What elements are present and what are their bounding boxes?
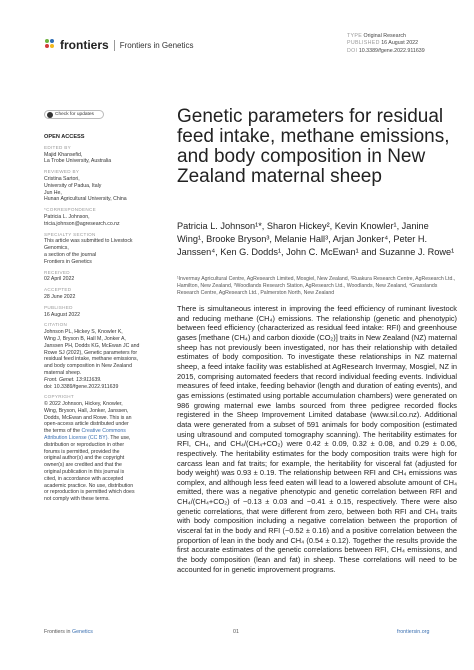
copyright-line: Dodds, McEwan and Rowe. This is an bbox=[44, 414, 132, 421]
copyright-line: owner(s) are credited and that the bbox=[44, 462, 122, 469]
citation-line: Front. Genet. 13:911639. bbox=[44, 376, 102, 383]
check-for-updates-label: Check for updates bbox=[55, 112, 94, 117]
citation-line: Wing J, Bryson B, Hall M, Jonker A, bbox=[44, 335, 126, 342]
license-link[interactable]: Creative Commons Attribution License (CC BY). bbox=[44, 428, 126, 442]
citation-line: Janssen PH, Dodds KG, McEwan JC and bbox=[44, 342, 140, 349]
reviewer-1: Cristina Sartori, bbox=[44, 175, 80, 182]
copyright-label: COPYRIGHT bbox=[44, 394, 75, 400]
citation-line: and body composition in New Zealand bbox=[44, 363, 132, 370]
copyright-line: cited, in accordance with accepted bbox=[44, 475, 124, 482]
citation-line: residual feed intake, methane emissions, bbox=[44, 356, 139, 363]
affiliations: ¹Invermay Agricultural Centre, AgResearch Limited, Mosgiel, New Zealand, ²Ruakura Research Centre, AgResearch Ltd., Hamilton, New Zealand, ³Woodlands Research Station, AgResearch Ltd., Woodlands, New Zealand, ⁴Grasslands Research Centre, AgResearch Ltd., Palmerston North, New Zealand bbox=[177, 276, 456, 296]
accepted-label: ACCEPTED bbox=[44, 287, 72, 293]
specialty-line: Frontiers in Genetics bbox=[44, 258, 92, 265]
article-meta bbox=[347, 33, 425, 55]
divider bbox=[114, 40, 115, 51]
footer-journal bbox=[44, 629, 93, 635]
published-date: 16 August 2022 bbox=[44, 311, 81, 318]
correspondent-name: Patricia L. Johnson, bbox=[44, 213, 90, 220]
citation-line: Johnson PL, Hickey S, Knowler K, bbox=[44, 329, 123, 336]
journal-logo[interactable] bbox=[45, 38, 194, 52]
copyright-line: original publication in this journal is bbox=[44, 469, 125, 476]
article-title: Genetic parameters for residual feed intake, methane emissions, and body composition in New Zealand maternal sheep bbox=[177, 106, 450, 187]
copyright-line: original author(s) and the copyright bbox=[44, 455, 125, 462]
received-date: 02 April 2022 bbox=[44, 276, 75, 283]
copyright-line: distribution or reproduction in other bbox=[44, 441, 125, 448]
citation-doi[interactable]: doi: 10.3389/fgene.2022.911639 bbox=[44, 383, 119, 390]
copyright-line: not comply with these terms. bbox=[44, 496, 110, 503]
copyright-line: open-access article distributed under bbox=[44, 421, 129, 428]
copyright-line: © 2022 Johnson, Hickey, Knowler, bbox=[44, 401, 123, 408]
check-for-updates-button[interactable] bbox=[44, 110, 104, 119]
specialty-label: SPECIALTY SECTION bbox=[44, 231, 96, 237]
correspondence-label: *CORRESPONDENCE bbox=[44, 207, 96, 213]
copyright-line: the terms of the bbox=[44, 428, 81, 435]
published-label: PUBLISHED bbox=[44, 304, 73, 310]
copyright-line: forums is permitted, provided the bbox=[44, 448, 120, 455]
brand-name: frontiers bbox=[60, 38, 109, 52]
author-list: Patricia L. Johnson¹*, Sharon Hickey², Kevin Knowler¹, Janine Wing¹, Brooke Bryson³, Melanie Hall³, Arjan Jonker⁴, Peter H. Janssen⁴, Ken G. Dodds¹, John C. McEwan¹ and Suzanne J. Rowe¹ bbox=[177, 221, 455, 257]
copyright-line: The use, bbox=[110, 435, 131, 442]
reviewed-label: REVIEWED BY bbox=[44, 169, 80, 175]
edited-label: EDITED BY bbox=[44, 144, 71, 150]
type-value: Original Research bbox=[363, 33, 406, 39]
editor-name: Majid Khansefid, bbox=[44, 151, 83, 158]
citation-line: maternal sheep. bbox=[44, 369, 82, 376]
correspondent-email[interactable]: tricia.johnson@agresearch.co.nz bbox=[44, 220, 120, 227]
doi-value[interactable]: 10.3389/fgene.2022.911639 bbox=[358, 47, 425, 54]
reviewer-2: Jun He, bbox=[44, 189, 62, 196]
footer-journal-prefix: Frontiers in bbox=[44, 629, 71, 635]
copyright-line: academic practice. No use, distribution bbox=[44, 482, 134, 489]
reviewer-2-affil: Hunan Agricultural University, China bbox=[44, 196, 127, 203]
copyright-line: Wing, Bryson, Hall, Jonker, Janssen, bbox=[44, 407, 129, 414]
frontiers-logo-icon bbox=[45, 39, 57, 51]
update-icon bbox=[47, 112, 53, 118]
abstract: There is simultaneous interest in improving the feed efficiency of ruminant livestock and reducing methane (CH₄) emissions. The relationship (genetic and phenotypic) between feed efficiency (characterized as residual feed intake: RFI) and greenhouse gases [methane (CH₄) and carbon dioxide (CO₂)] traits in New Zealand (NZ) maternal sheep has not previously been investigated, nor has their relationship with detailed estimates of body composition. To investigate these relationships in NZ maternal sheep, a feed intake facility was established at AgResearch Invermay, Mosgiel, NZ in 2015, comprising automated feeders that record individual feeding events. Individual measures of feed intake, feeding behavior (length and duration of eating events), and gas emissions (estimated using portable accumulation chambers) were generated on 986 growing maternal ewe lambs sourced from three pedigree recorded flocks registered in the Sheep Improvement Limited database (www.sil.co.nz). Additional data were generated from a subset of 591 animals for body composition (estimated using ultrasound and computed tomography scanning). The heritability estimates for RFI, CH₄, and CH₄/(CH₄+CO₂) were 0.42 ± 0.09, 0.32 ± 0.08, and 0.29 ± 0.06, respectively. The heritability estimates for the body composition traits were high for carcass lean and fat traits; for example, the heritability for visceral fat (adjusted for body weight) was 0.93 ± 0.19. The relationship between RFI and CH₄ emissions was complex, and although less feed eaten will lead to a lowered absolute amount of CH₄ emitted, there was a negative phenotypic and genetic correlation between RFI and CH₄/(CH₄+CO₂) of −0.13 ± 0.03 and −0.41 ± 0.15, respectively. There were also genetic correlations, that were different from zero, between both RFI and CH₄ traits with body composition including a negative correlation between the proportion of visceral fat in the body and RFI (−0.52 ± 0.16) and a positive correlation between the proportion of lean in the body and CH₄ (0.54 ± 0.12). Together the results provide the first accurate estimates of the genetic correlations between RFI, CH₄ emissions, and the body composition (lean and fat) in sheep. These correlations will need to be accounted for in genetic improvement programs. bbox=[177, 304, 457, 574]
specialty-line: a section of the journal bbox=[44, 251, 97, 258]
footer-journal-link[interactable]: Genetics bbox=[71, 629, 93, 635]
accepted-date: 28 June 2022 bbox=[44, 293, 76, 300]
type-label: TYPE bbox=[347, 33, 363, 39]
reviewer-1-affil: University of Padua, Italy bbox=[44, 182, 102, 189]
open-access-heading: OPEN ACCESS bbox=[44, 134, 85, 140]
specialty-line: Genomics, bbox=[44, 245, 69, 252]
journal-name: Frontiers in Genetics bbox=[119, 40, 194, 50]
citation-label: CITATION bbox=[44, 322, 68, 328]
specialty-line: This article was submitted to Livestock bbox=[44, 238, 133, 245]
sidebar bbox=[44, 134, 144, 503]
editor-affil: La Trobe University, Australia bbox=[44, 158, 112, 165]
published-label: PUBLISHED bbox=[347, 40, 380, 47]
copyright-line: or reproduction is permitted which does bbox=[44, 489, 135, 496]
doi-label: DOI bbox=[347, 47, 358, 54]
citation-line: Rowe SJ (2022), Genetic parameters for bbox=[44, 349, 138, 356]
published-value: 16 August 2022 bbox=[381, 40, 419, 47]
received-label: RECEIVED bbox=[44, 269, 70, 275]
page-number: 01 bbox=[233, 629, 239, 635]
footer-site-link[interactable]: frontiersin.org bbox=[397, 629, 430, 635]
